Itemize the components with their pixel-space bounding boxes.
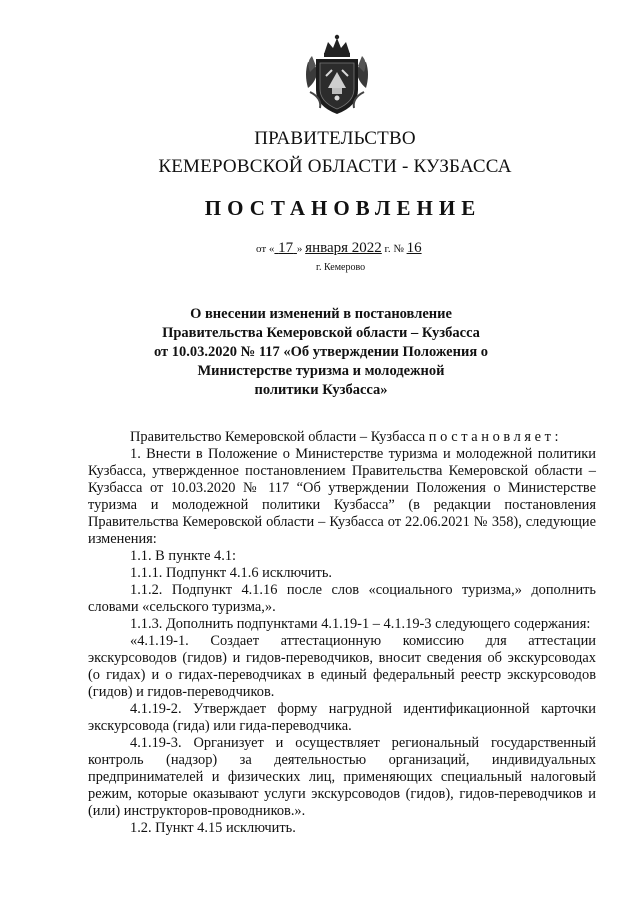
paragraph-1-2: 1.2. Пункт 4.15 исключить. <box>130 820 296 836</box>
preamble-decree-word: постановляет <box>428 429 555 445</box>
quoted-item-4-1-19-1: «4.1.19-1. Создает аттестационную комиссию для аттестации экскурсоводов (гидов) и гидов-переводчиков, вносит сведения об экскурсоводах (о гидах) и о гидах-переводчиках в единый федеральный реестр экскурсоводов (гидов) и гидов-переводчиков. <box>88 633 596 700</box>
paragraph-1-1: 1.1. В пункте 4.1: <box>130 548 237 564</box>
number-prefix: № <box>393 243 404 255</box>
preamble-paragraph: Правительство Кемеровской области – Кузбасса постановляет: <box>130 429 559 445</box>
quoted-item-4-1-19-3: 4.1.19-3. Организует и осуществляет региональный государственный контроль (надзор) за деятельностью организаций, индивидуальных предпринимателей и физических лиц, применяющих специальный налоговый режим, которые оказывают услуги экскурсоводов (гидов), гидов-переводчиков и (или) инструкторов-проводников.». <box>88 735 596 819</box>
subject-line: Правительства Кемеровской области – Кузбасса <box>162 325 480 341</box>
date-day: 17 <box>278 240 294 256</box>
paragraph-1: 1. Внести в Положение о Министерстве туризма и молодежной политики Кузбасса, утвержденное постановлением Правительства Кемеровской области – Кузбасса от 10.03.2020 № 117 “Об утверждении Положения о Министерстве туризма и молодежной политики Кузбасса” (в редакции постановления Правительства Кемеровской области – Кузбасса от 22.06.2021 № 358), следующие изменения: <box>88 446 596 547</box>
document-number: 16 <box>406 240 422 256</box>
document-subject <box>0 305 640 400</box>
document-type-title: ПОСТАНОВЛЕНИЕ <box>204 196 482 220</box>
paragraph-1-1-3: 1.1.3. Дополнить подпунктами 4.1.19-1 – 4.1.19-3 следующего содержания: <box>130 616 591 632</box>
city-label: г. Кемерово <box>316 262 366 273</box>
subject-line: от 10.03.2020 № 117 «Об утверждении Положения о <box>153 344 489 360</box>
coat-of-arms-emblem <box>302 32 372 117</box>
date-prefix: от « <box>256 243 275 255</box>
date-day-close: » <box>296 243 303 255</box>
government-name-line2: КЕМЕРОВСКОЙ ОБЛАСТИ - КУЗБАССА <box>158 156 512 177</box>
subject-line: О внесении изменений в постановление <box>190 306 452 322</box>
document-date-number <box>256 240 422 257</box>
quoted-item-4-1-19-2: 4.1.19-2. Утверждает форму нагрудной идентификационной карточки экскурсовода (гида) или гида-переводчика. <box>88 701 596 734</box>
subject-line: политики Кузбасса» <box>254 382 388 398</box>
paragraph-1-1-2: 1.1.2. Подпункт 4.1.16 после слов «социального туризма,» дополнить словами «сельского туризма,». <box>88 582 596 615</box>
date-month-year: января 2022 <box>305 240 382 256</box>
year-suffix: г. <box>384 243 391 255</box>
document-body <box>88 429 596 837</box>
paragraph-1-1-1: 1.1.1. Подпункт 4.1.6 исключить. <box>130 565 332 581</box>
subject-line: Министерстве туризма и молодежной <box>197 363 445 379</box>
government-name-line1: ПРАВИТЕЛЬСТВО <box>254 128 416 149</box>
